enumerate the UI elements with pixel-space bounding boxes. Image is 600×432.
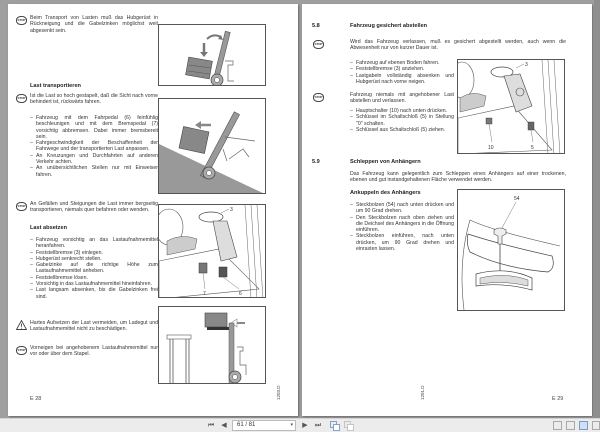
list-item: – Feststellbremse (3) anziehen. [350,66,454,72]
last-page-icon: ⏭ [314,422,322,429]
copy-icon[interactable] [330,421,340,431]
list-item: – Den Steckbolzen nach oben ziehen und die Deichsel des Anhängers in die Öffnung einführen. [350,215,454,234]
callout-10: 10 [488,145,494,151]
figure-cabin-pedals [158,204,266,298]
callout-54: 54 [514,196,520,202]
absetzen-steps [30,237,158,300]
next-page-button[interactable] [300,421,310,431]
page-indicator: 61 / 81 [237,422,256,428]
continuous-view-icon[interactable] [566,421,575,430]
two-page-continuous-icon[interactable] [592,421,600,430]
list-item: – Fahrgeschwindigkeit der Beschaffenheit der Fahrwege und der transportierten Last anpassen. [30,140,158,153]
subheading-ankuppeln: Ankuppeln des Anhängers [350,190,421,196]
list-item: – Steckbolzen einführen, nach unten drücken, um 90 Grad drehen und einrasten lassen. [350,233,454,252]
figure-load-setdown [158,306,266,384]
note-verlassen: Wird das Fahrzeug verlassen, muß es gesichert abgestellt werden, auch wenn die Abwesenheit nur von kurzer Dauer ist. [350,39,566,52]
note-niemals: Fahrzeug niemals mit angehobener Last abstellen und verlassen. [350,92,454,105]
warning-icon [16,320,27,330]
next-page-icon: ▶ [302,422,308,429]
list-item: – Fahrzeug vorsichtig an das Lastaufnahmemittel heranfahren. [30,237,158,250]
figure-code: 1203.D [276,385,281,400]
callout-3: 3 [230,207,233,213]
list-item: – Vorsichtig in das Lastaufnahmemittel hineinfahren. [30,281,158,287]
subheading-last-absetzen: Last absetzen [30,225,67,231]
callout-3: 3 [525,62,528,68]
callout-5: 5 [531,145,534,151]
list-item: – Feststellbremse (3) einlegen. [30,250,158,256]
transport-steps [30,115,158,178]
last-page-button[interactable] [313,421,323,431]
schalter-steps [350,108,454,133]
vertical-scrollbar[interactable] [594,0,600,418]
figure-forklift-tilt [158,24,266,86]
list-item: – Hauptschalter (10) nach unten drücken. [350,108,454,114]
previous-page-button[interactable] [219,421,229,431]
figure-forklift-slope [158,98,266,194]
list-item: – Schlüssel im Schaltschloß (5) in Stellung "0" schalten. [350,114,454,127]
page-e29 [302,4,592,416]
previous-page-icon: ◀ [221,422,227,429]
page-number-dropdown[interactable] [232,420,296,431]
stop-icon: STOP [16,346,27,355]
list-item: – Fahrzeug auf ebenen Boden fahren. [350,60,454,66]
section-title-5-8: Fahrzeug gesichert abstellen [350,23,428,29]
schleppen-text: Das Fahrzeug kann gelegentlich zum Schleppen eines Anhängers auf einer trockenen, ebenen und gut instandgehaltenen Fläche verwendet werden. [350,171,566,184]
intro-note: Beim Transport von Lasten muß das Hubgerüst in Rückneigung und die Gabelzinken möglichst weit abgesenkt sein. [30,15,158,34]
page-e28 [8,4,298,416]
abstellen-steps [350,60,454,85]
two-page-view-icon[interactable] [579,421,588,430]
navigation-toolbar [0,418,600,432]
chevron-down-icon: ▾ [290,422,293,428]
stop-icon: STOP [16,94,27,103]
list-item: – An Kreuzungen und Durchfahrten auf anderen Verkehr achten. [30,153,158,166]
figure-coupling-pin [457,189,565,311]
section-number-5-9: 5.9 [312,159,320,165]
paste-icon[interactable] [344,421,354,431]
figure-code: 1201.D [420,385,425,400]
ankuppeln-steps [350,202,454,252]
stop-icon: STOP [313,93,324,102]
section-title-5-9: Schleppen von Anhängern [350,159,421,165]
list-item: – Last langsam absenken, bis die Gabelzinken frei sind. [30,287,158,300]
stop-icon: STOP [16,16,27,25]
page-number: E 29 [552,396,564,402]
section-heading-last-transportieren: Last transportieren [30,83,81,89]
note-rueckwaerts: Ist die Last so hoch gestapelt, daß die Sicht nach vorne behindert ist, rückwärts fahren. [30,93,158,106]
single-page-view-icon[interactable] [553,421,562,430]
first-page-icon: ⏮ [207,422,215,429]
note-gefaelle: An Gefällen und Steigungen die Last immer bergseitig transportieren, niemals quer befahren oder wenden. [30,201,158,214]
callout-7: 7 [203,291,206,297]
callout-6: 6 [239,291,242,297]
list-item: – Steckbolzen (54) nach unten drücken und um 90 Grad drehen. [350,202,454,215]
stop-icon: STOP [313,40,324,49]
list-item: – Schlüssel aus Schaltschloß (5) ziehen. [350,127,454,133]
list-item: – Fahrzeug mit dem Fahrpedal (6) feinfühlig beschleunigen und mit dem Bremspedal (7) vorsichtig abbremsen. Dabei immer bremsbereit sein. [30,115,158,140]
stop-icon: STOP [16,202,27,211]
list-item: – Gabelzinke auf die richtige Höhe zum Lastaufnahmemittel anheben. [30,262,158,275]
list-item: – Hubgerüst senkrecht stellen. [30,256,158,262]
first-page-button[interactable] [206,421,216,431]
page-number: E 28 [30,396,42,402]
list-item: – An unübersichtlichen Stellen nur mit Einweiser fahren. [30,165,158,178]
section-number-5-8: 5.8 [312,23,320,29]
list-item: – Feststellbremse lösen. [30,275,158,281]
note-vorneigen: Vorneigen bei angehobenem Lastaufnahmemittel nur vor oder über dem Stapel. [30,345,158,358]
warning-text: Hartes Aufsetzen der Last vermeiden, um Ladegut und Lastaufnahmemittel nicht zu beschädigen. [30,320,158,333]
figure-key-switch [457,59,565,154]
list-item: – Lastgabeln vollständig absenken und Hubgerüst nach vorne neigen. [350,73,454,86]
